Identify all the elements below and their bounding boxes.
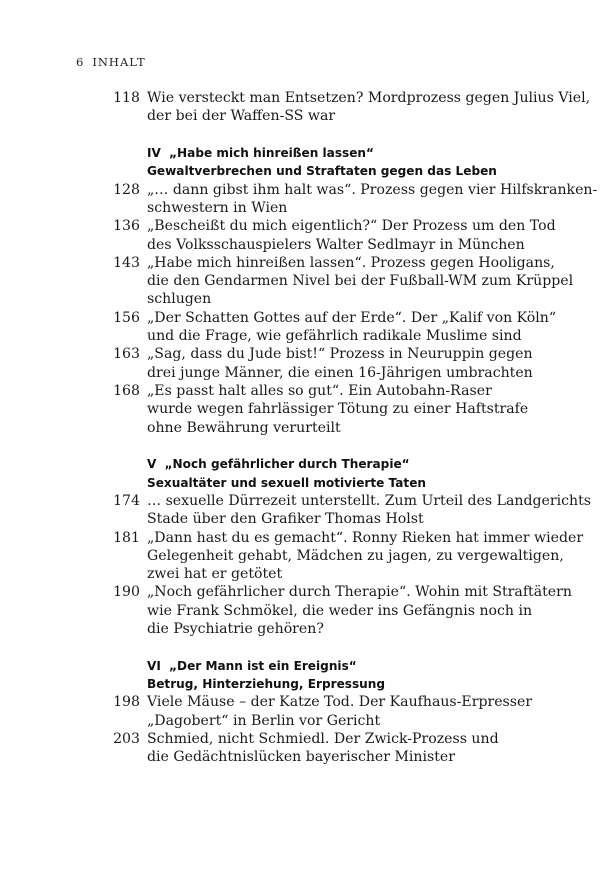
entry-text-line: ohne Bewährung verurteilt <box>147 419 341 436</box>
entry-page-number: 198 <box>113 694 140 711</box>
entry-text-line: Wie versteckt man Entsetzen? Mordprozess gegen Julius Viel, <box>147 90 591 106</box>
section-heading <box>0 144 610 181</box>
section-heading <box>0 455 610 492</box>
entry-text-line: … sexuelle Dürrezeit unterstellt. Zum Urteil des Landgerichts <box>147 492 591 509</box>
entry-page-number: 168 <box>113 382 140 399</box>
toc-entry <box>0 89 610 126</box>
toc-entry <box>0 492 610 529</box>
entry-text-line: „Dann hast du es gemacht“. Ronny Rieken hat immer wieder <box>147 529 584 546</box>
toc-entry <box>0 583 610 638</box>
entry-text-line: Gelegenheit gehabt, Mädchen zu jagen, zu vergewaltigen, <box>147 547 564 564</box>
entry-page-number: 163 <box>113 346 140 363</box>
section-subtitle: Betrug, Hinterziehung, Erpressung <box>147 677 386 692</box>
toc-entry <box>0 181 610 218</box>
entry-page-number: 118 <box>113 90 140 106</box>
toc-entry <box>0 693 610 730</box>
entry-text-line: Stade über den Grafiker Thomas Holst <box>147 511 424 528</box>
entry-page-number: 203 <box>113 731 140 747</box>
toc-entry <box>0 382 610 437</box>
page-number: 6 <box>76 55 85 69</box>
entry-page-number: 156 <box>113 309 140 326</box>
section-title: „Habe mich hinreißen lassen“ <box>169 146 374 161</box>
running-title: INHALT <box>92 55 146 69</box>
toc-entry <box>0 254 610 309</box>
table-of-contents <box>0 89 610 767</box>
entry-text-line: der bei der Waffen-SS war <box>147 108 336 125</box>
section-title: „Noch gefährlicher durch Therapie“ <box>164 457 410 472</box>
entry-page-number: 190 <box>113 584 140 601</box>
entry-text-line: wie Frank Schmökel, die weder ins Gefängnis noch in <box>147 602 533 619</box>
entry-text-line: Schmied, nicht Schmiedl. Der Zwick-Prozess und <box>147 731 499 747</box>
toc-entry <box>0 217 610 254</box>
toc-entry <box>0 529 610 584</box>
entry-text-line: „Bescheißt du mich eigentlich?“ Der Prozess um den Tod <box>147 218 556 235</box>
toc-entry <box>0 730 610 767</box>
toc-entry <box>0 345 610 382</box>
section-title-line <box>147 657 610 675</box>
entry-text-line: „Sag, dass du Jude bist!“ Prozess in Neuruppin gegen <box>147 346 533 363</box>
entry-text-line: des Volksschauspielers Walter Sedlmayr in München <box>147 236 525 253</box>
section-number: V <box>147 457 157 472</box>
entry-text-line: Viele Mäuse – der Katze Tod. Der Kaufhaus-Erpresser <box>147 694 533 711</box>
section-title-line <box>147 144 610 162</box>
entry-page-number: 128 <box>113 181 140 198</box>
entry-text-line: die Gedächtnislücken bayerischer Minister <box>147 749 455 766</box>
section-title-line <box>147 455 610 473</box>
entry-text-line: die Psychiatrie gehören? <box>147 621 324 638</box>
entry-text-line: „Es passt halt alles so gut“. Ein Autobahn-Raser <box>147 382 492 399</box>
entry-page-number: 174 <box>113 492 140 509</box>
section-title: „Der Mann ist ein Ereignis“ <box>169 658 357 673</box>
section-heading <box>0 657 610 694</box>
entry-text-line: wurde wegen fahrlässiger Tötung zu einer Haftstrafe <box>147 401 529 418</box>
entry-text-line: zwei hat er getötet <box>147 566 283 583</box>
section-subtitle: Gewaltverbrechen und Straftaten gegen das Leben <box>147 164 497 179</box>
entry-text-line: und die Frage, wie gefährlich radikale Muslime sind <box>147 328 522 345</box>
entry-text-line: „Der Schatten Gottes auf der Erde“. Der „Kalif von Köln“ <box>147 309 557 326</box>
toc-entry <box>0 309 610 346</box>
entry-text-line: die den Gendarmen Nivel bei der Fußball-WM zum Krüppel <box>147 273 574 290</box>
entry-page-number: 136 <box>113 218 140 235</box>
entry-text-line: schlugen <box>147 291 212 308</box>
entry-page-number: 181 <box>113 529 140 546</box>
section-number: IV <box>147 146 161 161</box>
entry-text-line: „Dagobert“ in Berlin vor Gericht <box>147 712 381 729</box>
page-header <box>76 55 146 69</box>
section-subtitle: Sexualtäter und sexuell motivierte Taten <box>147 475 426 490</box>
entry-text-line: drei junge Männer, die einen 16-Jährigen umbrachten <box>147 364 533 381</box>
entry-page-number: 143 <box>113 254 140 271</box>
entry-text-line: schwestern in Wien <box>147 199 288 216</box>
section-number: VI <box>147 658 161 673</box>
entry-text-line: „… dann gibst ihm halt was“. Prozess gegen vier Hilfskranken- <box>147 181 598 198</box>
entry-text-line: „Habe mich hinreißen lassen“. Prozess gegen Hooligans, <box>147 254 555 271</box>
entry-text-line: „Noch gefährlicher durch Therapie“. Wohin mit Straftätern <box>147 584 572 601</box>
